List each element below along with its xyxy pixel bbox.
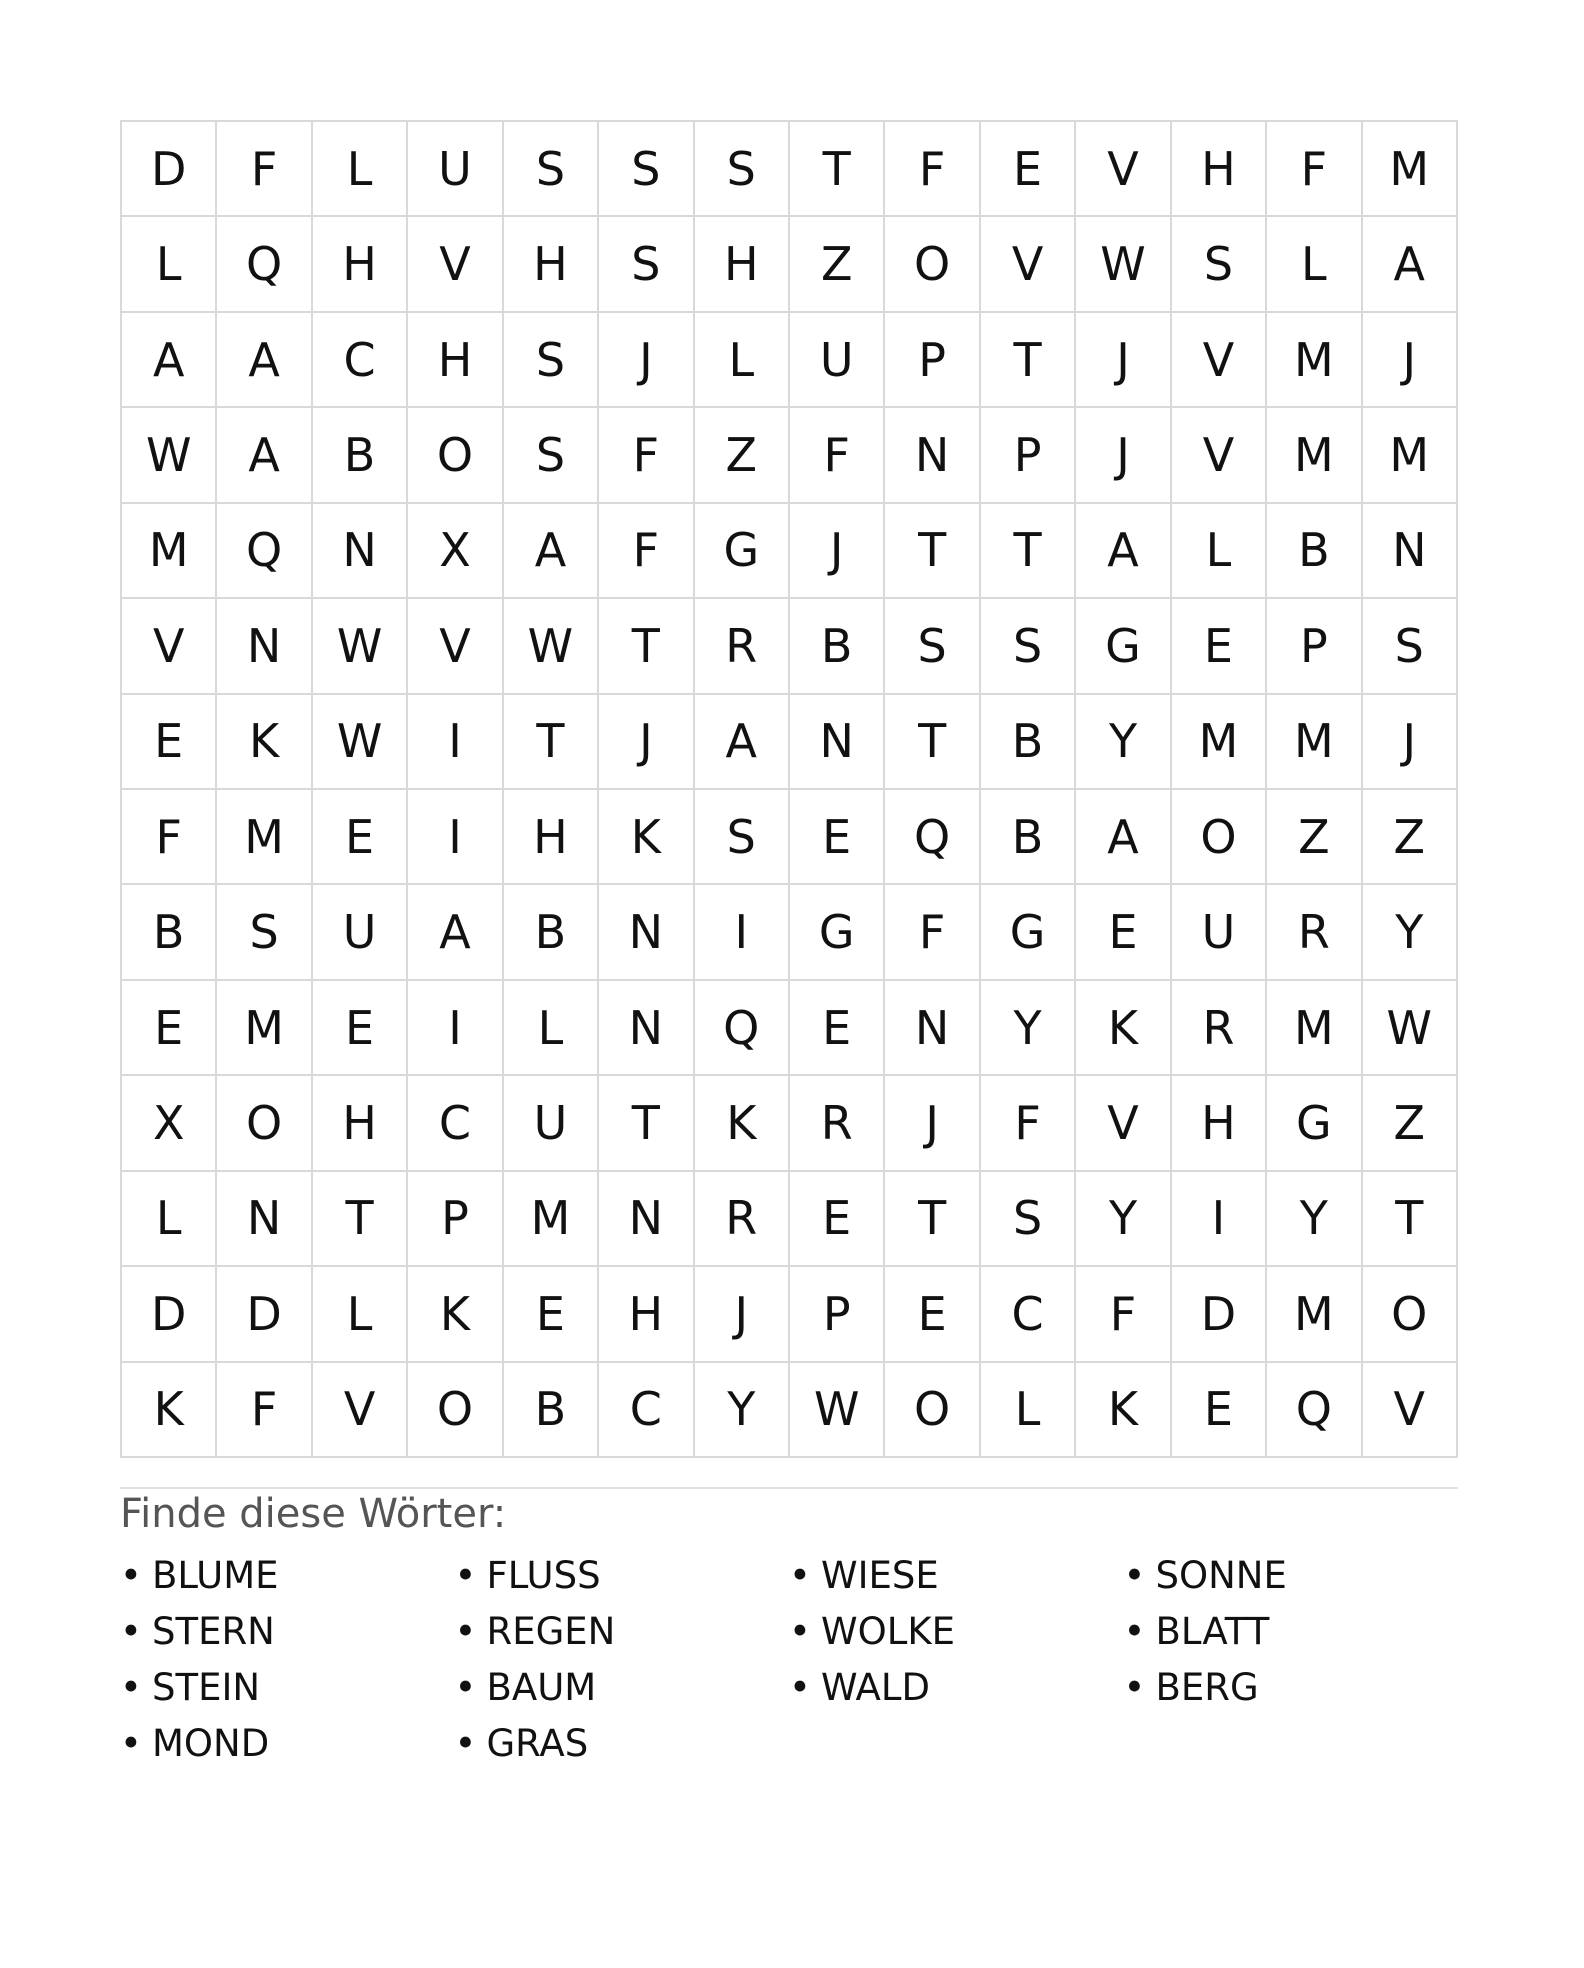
grid-cell[interactable]: J <box>1076 313 1171 408</box>
grid-cell[interactable]: R <box>695 1172 790 1267</box>
grid-cell[interactable]: F <box>885 122 980 217</box>
grid-cell[interactable]: P <box>981 408 1076 503</box>
word-list-item <box>1124 1660 1459 1716</box>
grid-cell[interactable]: C <box>599 1363 694 1458</box>
grid-cell[interactable]: W <box>122 408 217 503</box>
grid-cell[interactable]: J <box>885 1076 980 1171</box>
grid-cell[interactable]: K <box>695 1076 790 1171</box>
word-label: FLUSS <box>486 1554 601 1597</box>
grid-cell[interactable]: E <box>313 981 408 1076</box>
grid-cell[interactable]: Y <box>1267 1172 1362 1267</box>
grid-cell[interactable]: M <box>1267 1267 1362 1362</box>
grid-cell[interactable]: T <box>981 313 1076 408</box>
grid-cell[interactable]: X <box>122 1076 217 1171</box>
grid-cell[interactable]: W <box>504 599 599 694</box>
grid-cell[interactable]: G <box>981 885 1076 980</box>
grid-cell[interactable]: V <box>981 217 1076 312</box>
grid-cell[interactable]: H <box>313 1076 408 1171</box>
grid-cell[interactable]: E <box>313 790 408 885</box>
grid-cell[interactable]: D <box>122 122 217 217</box>
grid-cell[interactable]: S <box>695 790 790 885</box>
grid-cell[interactable]: M <box>1267 981 1362 1076</box>
bullet-icon: • <box>120 1666 142 1709</box>
grid-cell[interactable]: M <box>1267 408 1362 503</box>
grid-cell[interactable]: I <box>695 885 790 980</box>
grid-cell[interactable]: W <box>313 599 408 694</box>
grid-cell[interactable]: M <box>122 504 217 599</box>
grid-cell[interactable]: Z <box>1363 1076 1458 1171</box>
grid-cell[interactable]: V <box>408 217 503 312</box>
grid-cell[interactable]: Q <box>695 981 790 1076</box>
bullet-icon: • <box>789 1554 811 1597</box>
grid-cell[interactable]: G <box>790 885 885 980</box>
grid-cell[interactable]: D <box>217 1267 312 1362</box>
grid-cell[interactable]: T <box>313 1172 408 1267</box>
grid-cell[interactable]: T <box>885 504 980 599</box>
grid-cell[interactable]: S <box>981 1172 1076 1267</box>
grid-cell[interactable]: F <box>599 504 694 599</box>
grid-cell[interactable]: J <box>1363 313 1458 408</box>
bullet-icon: • <box>120 1722 142 1765</box>
grid-cell[interactable]: P <box>408 1172 503 1267</box>
word-label: SONNE <box>1155 1554 1287 1597</box>
grid-cell[interactable]: L <box>313 1267 408 1362</box>
grid-cell[interactable]: Z <box>695 408 790 503</box>
grid-cell[interactable]: O <box>408 1363 503 1458</box>
grid-cell[interactable]: P <box>790 1267 885 1362</box>
grid-cell[interactable]: Q <box>217 217 312 312</box>
grid-cell[interactable]: O <box>217 1076 312 1171</box>
grid-cell[interactable]: N <box>599 981 694 1076</box>
grid-cell[interactable]: E <box>122 695 217 790</box>
grid-cell[interactable]: H <box>504 217 599 312</box>
grid-cell[interactable]: M <box>1267 313 1362 408</box>
bullet-icon: • <box>454 1610 477 1653</box>
bullet-icon: • <box>1123 1610 1146 1653</box>
word-label: MOND <box>152 1722 270 1765</box>
grid-cell[interactable]: L <box>981 1363 1076 1458</box>
grid-cell[interactable]: K <box>599 790 694 885</box>
word-label: BLUME <box>152 1554 279 1597</box>
grid-cell[interactable]: R <box>790 1076 885 1171</box>
grid-cell[interactable]: F <box>217 122 312 217</box>
bullet-icon: • <box>454 1722 477 1765</box>
grid-cell[interactable]: A <box>1076 790 1171 885</box>
grid-cell[interactable]: C <box>313 313 408 408</box>
grid-cell[interactable]: N <box>599 1172 694 1267</box>
grid-cell[interactable]: V <box>1076 1076 1171 1171</box>
grid-cell[interactable]: B <box>981 695 1076 790</box>
grid-cell[interactable]: O <box>1363 1267 1458 1362</box>
grid-cell[interactable]: C <box>981 1267 1076 1362</box>
grid-cell[interactable]: Y <box>1076 1172 1171 1267</box>
grid-cell[interactable]: J <box>790 504 885 599</box>
grid-cell[interactable]: U <box>408 122 503 217</box>
grid-cell[interactable]: N <box>217 599 312 694</box>
grid-cell[interactable]: M <box>1363 122 1458 217</box>
grid-cell[interactable]: H <box>504 790 599 885</box>
word-list-item <box>120 1716 455 1772</box>
grid-cell[interactable]: V <box>408 599 503 694</box>
grid-cell[interactable]: G <box>1267 1076 1362 1171</box>
grid-cell[interactable]: A <box>122 313 217 408</box>
grid-cell[interactable]: Y <box>1076 695 1171 790</box>
grid-cell[interactable]: V <box>1363 1363 1458 1458</box>
grid-cell[interactable]: K <box>1076 1363 1171 1458</box>
grid-cell[interactable]: W <box>313 695 408 790</box>
grid-cell[interactable]: A <box>408 885 503 980</box>
grid-cell[interactable]: K <box>408 1267 503 1362</box>
bullet-icon: • <box>1123 1554 1146 1597</box>
grid-cell[interactable]: P <box>1267 599 1362 694</box>
grid-cell[interactable]: S <box>695 122 790 217</box>
grid-cell[interactable]: J <box>695 1267 790 1362</box>
word-list-item <box>789 1548 1124 1604</box>
grid-cell[interactable]: L <box>504 981 599 1076</box>
grid-cell[interactable]: A <box>217 408 312 503</box>
grid-cell[interactable]: S <box>1363 599 1458 694</box>
grid-cell[interactable]: G <box>1076 599 1171 694</box>
grid-cell[interactable]: J <box>1363 695 1458 790</box>
grid-cell[interactable]: N <box>217 1172 312 1267</box>
grid-cell[interactable]: Z <box>1267 790 1362 885</box>
grid-cell[interactable]: J <box>1076 408 1171 503</box>
word-label: REGEN <box>486 1610 616 1653</box>
grid-cell[interactable]: H <box>599 1267 694 1362</box>
grid-cell[interactable]: T <box>504 695 599 790</box>
grid-cell[interactable]: M <box>1363 408 1458 503</box>
grid-cell[interactable]: B <box>504 1363 599 1458</box>
grid-cell[interactable]: A <box>1363 217 1458 312</box>
grid-cell[interactable]: I <box>408 981 503 1076</box>
word-label: BAUM <box>486 1666 597 1709</box>
grid-cell[interactable]: F <box>981 1076 1076 1171</box>
grid-cell[interactable]: E <box>790 981 885 1076</box>
word-list-item <box>455 1660 790 1716</box>
word-list-item <box>120 1548 455 1604</box>
grid-cell[interactable]: M <box>504 1172 599 1267</box>
grid-cell[interactable]: L <box>695 313 790 408</box>
grid-cell[interactable]: M <box>217 981 312 1076</box>
grid-cell[interactable]: S <box>599 122 694 217</box>
word-list-item <box>789 1604 1124 1660</box>
grid-cell[interactable]: N <box>790 695 885 790</box>
word-label: BERG <box>1155 1666 1259 1709</box>
grid-cell[interactable]: D <box>122 1267 217 1362</box>
grid-cell[interactable]: O <box>885 1363 980 1458</box>
grid-cell[interactable]: E <box>790 790 885 885</box>
grid-cell[interactable]: F <box>599 408 694 503</box>
grid-cell[interactable]: S <box>504 313 599 408</box>
grid-cell[interactable]: W <box>1363 981 1458 1076</box>
bullet-icon: • <box>120 1554 142 1597</box>
grid-cell[interactable]: E <box>790 1172 885 1267</box>
word-label: WALD <box>821 1666 930 1709</box>
grid-cell[interactable]: E <box>122 981 217 1076</box>
grid-cell[interactable]: E <box>1172 599 1267 694</box>
grid-cell[interactable]: T <box>885 695 980 790</box>
grid-cell[interactable]: V <box>122 599 217 694</box>
grid-cell[interactable]: E <box>1076 885 1171 980</box>
word-list-item <box>120 1660 455 1716</box>
bullet-icon: • <box>1123 1666 1146 1709</box>
grid-cell[interactable]: N <box>885 408 980 503</box>
grid-cell[interactable]: H <box>1172 122 1267 217</box>
bullet-icon: • <box>120 1610 142 1653</box>
bullet-icon: • <box>789 1610 811 1653</box>
grid-cell[interactable]: V <box>1172 313 1267 408</box>
grid-cell[interactable]: S <box>1172 217 1267 312</box>
grid-cell[interactable]: T <box>981 504 1076 599</box>
grid-cell[interactable]: P <box>885 313 980 408</box>
grid-cell[interactable]: V <box>313 1363 408 1458</box>
grid-cell[interactable]: F <box>1076 1267 1171 1362</box>
word-list-item <box>455 1548 790 1604</box>
word-list-item <box>789 1660 1124 1716</box>
word-list-heading: Finde diese Wörter: <box>120 1491 507 1537</box>
grid-cell[interactable]: D <box>1172 1267 1267 1362</box>
grid-cell[interactable]: Y <box>981 981 1076 1076</box>
grid-cell[interactable]: G <box>695 504 790 599</box>
grid-cell[interactable]: Z <box>790 217 885 312</box>
grid-cell[interactable]: S <box>885 599 980 694</box>
word-list-item <box>455 1604 790 1660</box>
word-label: WIESE <box>821 1554 939 1597</box>
grid-cell[interactable]: Q <box>885 790 980 885</box>
grid-cell[interactable]: H <box>695 217 790 312</box>
grid-cell[interactable]: B <box>790 599 885 694</box>
grid-cell[interactable]: M <box>1172 695 1267 790</box>
grid-cell[interactable]: K <box>1076 981 1171 1076</box>
grid-cell[interactable]: I <box>408 790 503 885</box>
grid-cell[interactable]: H <box>408 313 503 408</box>
grid-cell[interactable]: L <box>1267 217 1362 312</box>
grid-cell[interactable]: T <box>1363 1172 1458 1267</box>
grid-cell[interactable]: T <box>599 1076 694 1171</box>
grid-cell[interactable]: O <box>408 408 503 503</box>
grid-cell[interactable]: B <box>981 790 1076 885</box>
grid-cell[interactable]: U <box>790 313 885 408</box>
bullet-icon: • <box>454 1666 477 1709</box>
word-label: BLATT <box>1155 1610 1270 1653</box>
grid-cell[interactable]: Q <box>1267 1363 1362 1458</box>
word-label: STEIN <box>152 1666 261 1709</box>
grid-cell[interactable]: T <box>885 1172 980 1267</box>
grid-cell[interactable]: Z <box>1363 790 1458 885</box>
grid-cell[interactable]: B <box>313 408 408 503</box>
grid-cell[interactable]: B <box>122 885 217 980</box>
grid-cell[interactable]: Q <box>217 504 312 599</box>
grid-cell[interactable]: B <box>1267 504 1362 599</box>
grid-cell[interactable]: M <box>1267 695 1362 790</box>
bullet-icon: • <box>789 1666 811 1709</box>
grid-cell[interactable]: W <box>790 1363 885 1458</box>
grid-cell[interactable]: L <box>313 122 408 217</box>
grid-cell[interactable]: Y <box>695 1363 790 1458</box>
grid-cell[interactable]: S <box>217 885 312 980</box>
grid-cell[interactable]: L <box>1172 504 1267 599</box>
grid-cell[interactable]: J <box>599 313 694 408</box>
bullet-icon: • <box>454 1554 477 1597</box>
word-list <box>120 1548 1458 1772</box>
grid-cell[interactable]: L <box>122 217 217 312</box>
grid-cell[interactable]: T <box>599 599 694 694</box>
grid-cell[interactable]: K <box>122 1363 217 1458</box>
grid-cell[interactable]: L <box>122 1172 217 1267</box>
grid-cell[interactable]: J <box>599 695 694 790</box>
grid-cell[interactable]: F <box>122 790 217 885</box>
grid-cell[interactable]: A <box>695 695 790 790</box>
grid-cell[interactable]: S <box>504 122 599 217</box>
grid-cell[interactable]: T <box>790 122 885 217</box>
grid-cell[interactable]: S <box>599 217 694 312</box>
grid-cell[interactable]: F <box>1267 122 1362 217</box>
grid-cell[interactable]: A <box>504 504 599 599</box>
grid-cell[interactable]: H <box>1172 1076 1267 1171</box>
grid-cell[interactable]: V <box>1076 122 1171 217</box>
grid-cell[interactable]: W <box>1076 217 1171 312</box>
grid-cell[interactable]: A <box>217 313 312 408</box>
grid-cell[interactable]: N <box>885 981 980 1076</box>
word-list-item <box>1124 1604 1459 1660</box>
grid-cell[interactable]: U <box>313 885 408 980</box>
grid-cell[interactable]: I <box>1172 1172 1267 1267</box>
grid-cell[interactable]: R <box>1172 981 1267 1076</box>
letter-grid <box>120 120 1458 1458</box>
word-label: WOLKE <box>821 1610 955 1653</box>
grid-cell[interactable]: B <box>504 885 599 980</box>
grid-cell[interactable]: E <box>504 1267 599 1362</box>
word-list-item <box>120 1604 455 1660</box>
word-label: GRAS <box>486 1722 589 1765</box>
grid-cell[interactable]: K <box>217 695 312 790</box>
grid-cell[interactable]: E <box>885 1267 980 1362</box>
grid-cell[interactable]: X <box>408 504 503 599</box>
grid-cell[interactable]: O <box>1172 790 1267 885</box>
grid-cell[interactable]: O <box>885 217 980 312</box>
grid-cell[interactable]: M <box>217 790 312 885</box>
grid-cell[interactable]: H <box>313 217 408 312</box>
grid-cell[interactable]: S <box>504 408 599 503</box>
grid-cell[interactable]: E <box>1172 1363 1267 1458</box>
word-list-item <box>1124 1548 1459 1604</box>
grid-cell[interactable]: U <box>1172 885 1267 980</box>
grid-cell[interactable]: R <box>695 599 790 694</box>
grid-cell[interactable]: R <box>1267 885 1362 980</box>
grid-cell[interactable]: U <box>504 1076 599 1171</box>
grid-cell[interactable]: F <box>885 885 980 980</box>
grid-cell[interactable]: N <box>599 885 694 980</box>
grid-cell[interactable]: F <box>790 408 885 503</box>
grid-cell[interactable]: N <box>313 504 408 599</box>
grid-cell[interactable]: A <box>1076 504 1171 599</box>
grid-cell[interactable]: Y <box>1363 885 1458 980</box>
grid-cell[interactable]: S <box>981 599 1076 694</box>
grid-cell[interactable]: E <box>981 122 1076 217</box>
grid-cell[interactable]: N <box>1363 504 1458 599</box>
grid-cell[interactable]: F <box>217 1363 312 1458</box>
word-list-item <box>455 1716 790 1772</box>
word-label: STERN <box>152 1610 275 1653</box>
grid-cell[interactable]: C <box>408 1076 503 1171</box>
grid-cell[interactable]: I <box>408 695 503 790</box>
grid-cell[interactable]: V <box>1172 408 1267 503</box>
